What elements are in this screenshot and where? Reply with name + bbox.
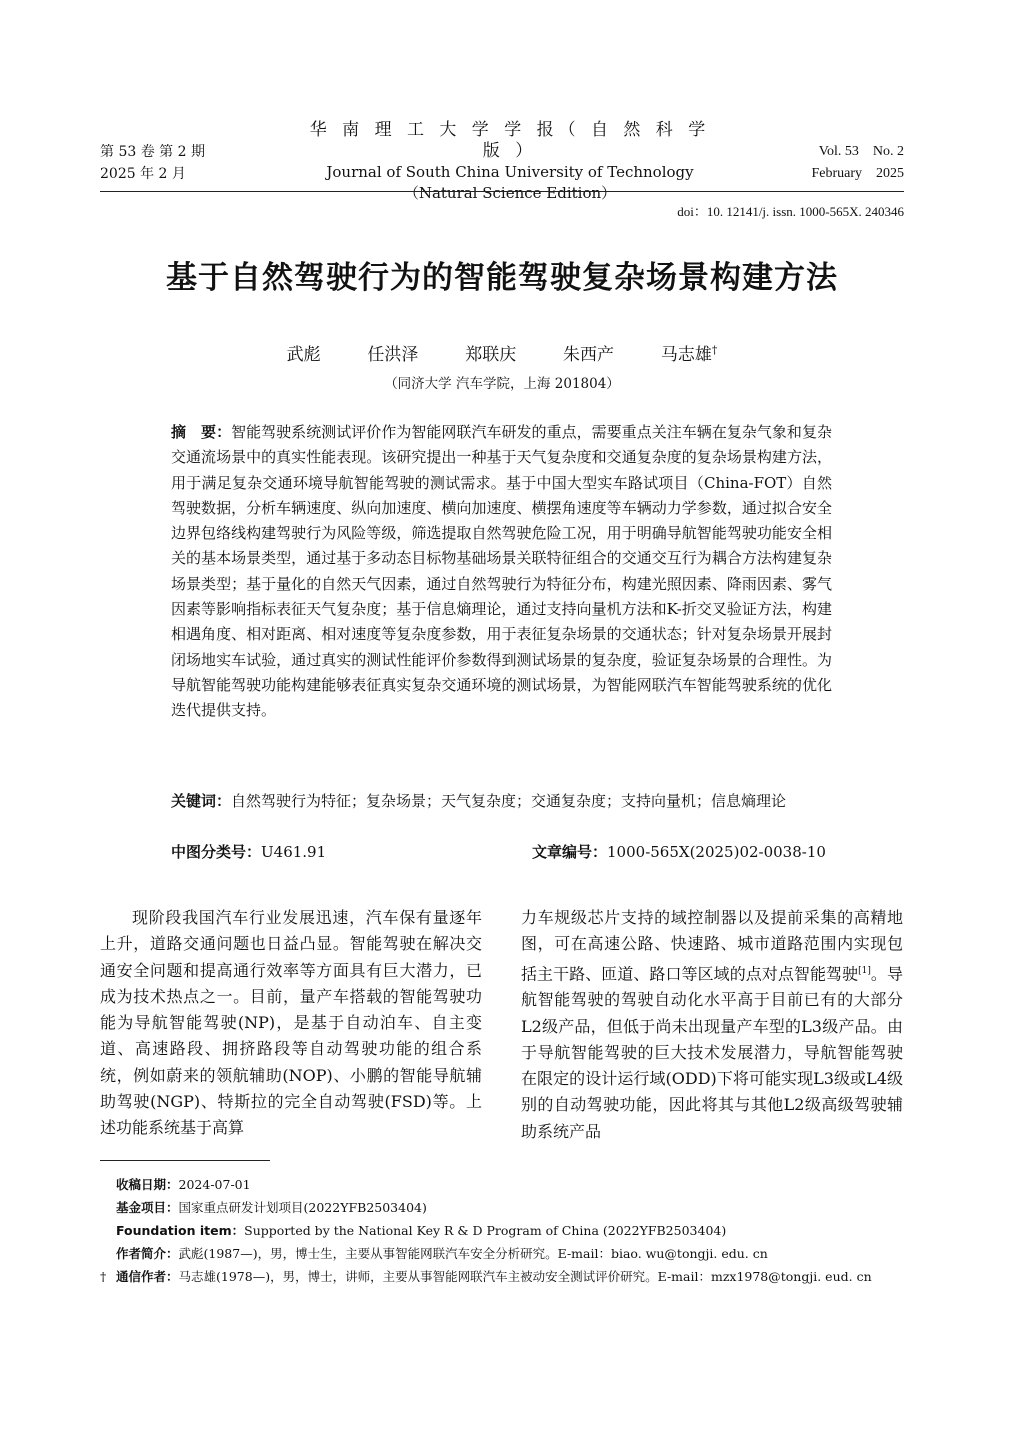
volume-issue: 第 53 卷 第 2 期 xyxy=(100,144,205,160)
corresponding-author-mark: † xyxy=(711,343,718,357)
journal-name-cn: 华 南 理 工 大 学 学 报（ 自 然 科 学 版 ） xyxy=(309,120,711,161)
keywords-text: 自然驾驶行为特征；复杂场景；天气复杂度；交通复杂度；支持向量机；信息熵理论 xyxy=(231,792,787,810)
footnotes xyxy=(100,1173,904,1288)
header-right xyxy=(811,141,904,185)
header-left xyxy=(100,141,205,185)
footnote-text: Supported by the National Key R & D Program of China (2022YFB2503404) xyxy=(244,1223,727,1238)
citation-ref[interactable]: [1] xyxy=(858,965,871,976)
footnote-label: 通信作者： xyxy=(116,1269,179,1284)
publication-date-cn: 2025 年 2 月 xyxy=(100,166,186,182)
publication-date-en: February 2025 xyxy=(811,166,904,181)
footnote-mark: † xyxy=(100,1269,107,1284)
footnote-label: 作者简介： xyxy=(116,1246,179,1261)
footnote-text: 武彪(1987—)，男，博士生，主要从事智能网联汽车安全分析研究。E-mail：biao. wu@tongji. edu. cn xyxy=(178,1246,768,1261)
author-list xyxy=(100,340,904,365)
footnote-corresponding xyxy=(100,1265,904,1288)
article-number-value: 1000-565X(2025)02-0038-10 xyxy=(607,843,826,861)
footnote-label: 收稿日期： xyxy=(116,1177,179,1192)
authors: 武彪 任洪泽 郑联庆 朱西产 马志雄 xyxy=(286,345,712,365)
body-column-left: 现阶段我国汽车行业发展迅速，汽车保有量逐年上升，道路交通问题也日益凸显。智能驾驶在解决交通安全问题和提高通行效率等方面具有巨大潜力，已成为技术热点之一。目前，量产车搭载的智能驾驶功能为导航智能驾驶(NP)，是基于自动泊车、自主变道、高速路段、拥挤路段等自动驾驶功能的组合系统，例如蔚来的领航辅助(NOP)、小鹏的智能导航辅助驾驶(NGP)、特斯拉的完全自动驾驶(FSD)等。上述功能系统基于高算 xyxy=(100,908,482,1138)
footnote-foundation-en xyxy=(100,1219,904,1242)
paper-title: 基于自然驾驶行为的智能驾驶复杂场景构建方法 xyxy=(166,260,838,296)
body-right-text-a: 力车规级芯片支持的域控制器以及提前采集的高精地图，可在高速公路、快速路、城市道路范围内实现包括主干路、匝道、路口等区域的点对点智能驾驶 xyxy=(521,908,903,983)
article-number-label: 文章编号： xyxy=(532,843,608,861)
abstract xyxy=(171,420,832,724)
keywords-label: 关键词： xyxy=(171,792,232,810)
footnote-label: 基金项目： xyxy=(116,1200,179,1215)
footnote-label: Foundation item： xyxy=(116,1223,245,1238)
footnote-text: 马志雄(1978—)，男，博士，讲师，主要从事智能网联汽车主被动安全测试评价研究。E-mail：mzx1978@tongji. eud. cn xyxy=(178,1269,872,1284)
body-right-text-b: 。导航智能驾驶的驾驶自动化水平高于目前已有的大部分L2级产品，但低于尚未出现量产车型的L3级产品。由于导航智能驾驶的巨大技术发展潜力，导航智能驾驶在限定的设计运行域(ODD)下将可能实现L3级或L4级别的自动驾驶功能，因此将其与其他L2级高级驾驶辅助系统产品 xyxy=(521,963,903,1141)
journal-edition-en: （Natural Science Edition） xyxy=(403,184,617,202)
header-rule xyxy=(100,191,904,192)
clc-label: 中图分类号： xyxy=(171,843,262,861)
clc-number xyxy=(171,841,326,862)
volume-issue-en: Vol. 53 No. 2 xyxy=(818,144,904,159)
abstract-label: 摘 要： xyxy=(171,423,232,441)
footnote-fund xyxy=(100,1196,904,1219)
keywords xyxy=(171,789,832,814)
journal-name-en: Journal of South China University of Technology xyxy=(326,163,694,181)
doi[interactable]: doi：10. 12141/j. issn. 1000-565X. 240346 xyxy=(677,204,904,219)
article-number xyxy=(532,841,826,862)
affiliation: （同济大学 汽车学院，上海 201804） xyxy=(384,376,620,392)
footnote-text: 2024-07-01 xyxy=(178,1177,251,1192)
footnote-text: 国家重点研发计划项目(2022YFB2503404) xyxy=(178,1200,427,1215)
footnote-rule xyxy=(100,1160,270,1161)
abstract-text: 智能驾驶系统测试评价作为智能网联汽车研发的重点，需要重点关注车辆在复杂气象和复杂交通流场景中的真实性能表现。该研究提出一种基于天气复杂度和交通复杂度的复杂场景构建方法，用于满足复杂交通环境导航智能驾驶的测试需求。基于中国大型实车路试项目（China-FOT）自然驾驶数据，分析车辆速度、纵向加速度、横向加速度、横摆角速度等车辆动力学参数，通过拟合安全边界包络线构建驾驶行为风险等级，筛选提取自然驾驶危险工况，用于明确导航智能驾驶功能安全相关的基本场景类型，通过基于多动态目标物基础场景关联特征组合的交通交互行为耦合方法构建复杂场景类型；基于量化的自然天气因素，通过自然驾驶行为特征分布，构建光照因素、降雨因素、雾气因素等影响指标表征天气复杂度；基于信息熵理论，通过支持向量机方法和K-折交叉验证方法，构建相遇角度、相对距离、相对速度等复杂度参数，用于表征复杂场景的交通状态；针对复杂场景开展封闭场地实车试验，通过真实的测试性能评价参数得到测试场景的复杂度，验证复杂场景的合理性。为导航智能驾驶功能构建能够表征真实复杂交通环境的测试场景，为智能网联汽车智能驾驶系统的优化迭代提供支持。 xyxy=(171,423,832,720)
body-column-right xyxy=(521,905,903,1145)
footnote-author-bio xyxy=(100,1242,904,1265)
clc-value: U461.91 xyxy=(261,843,327,861)
footnote-received xyxy=(100,1173,904,1196)
